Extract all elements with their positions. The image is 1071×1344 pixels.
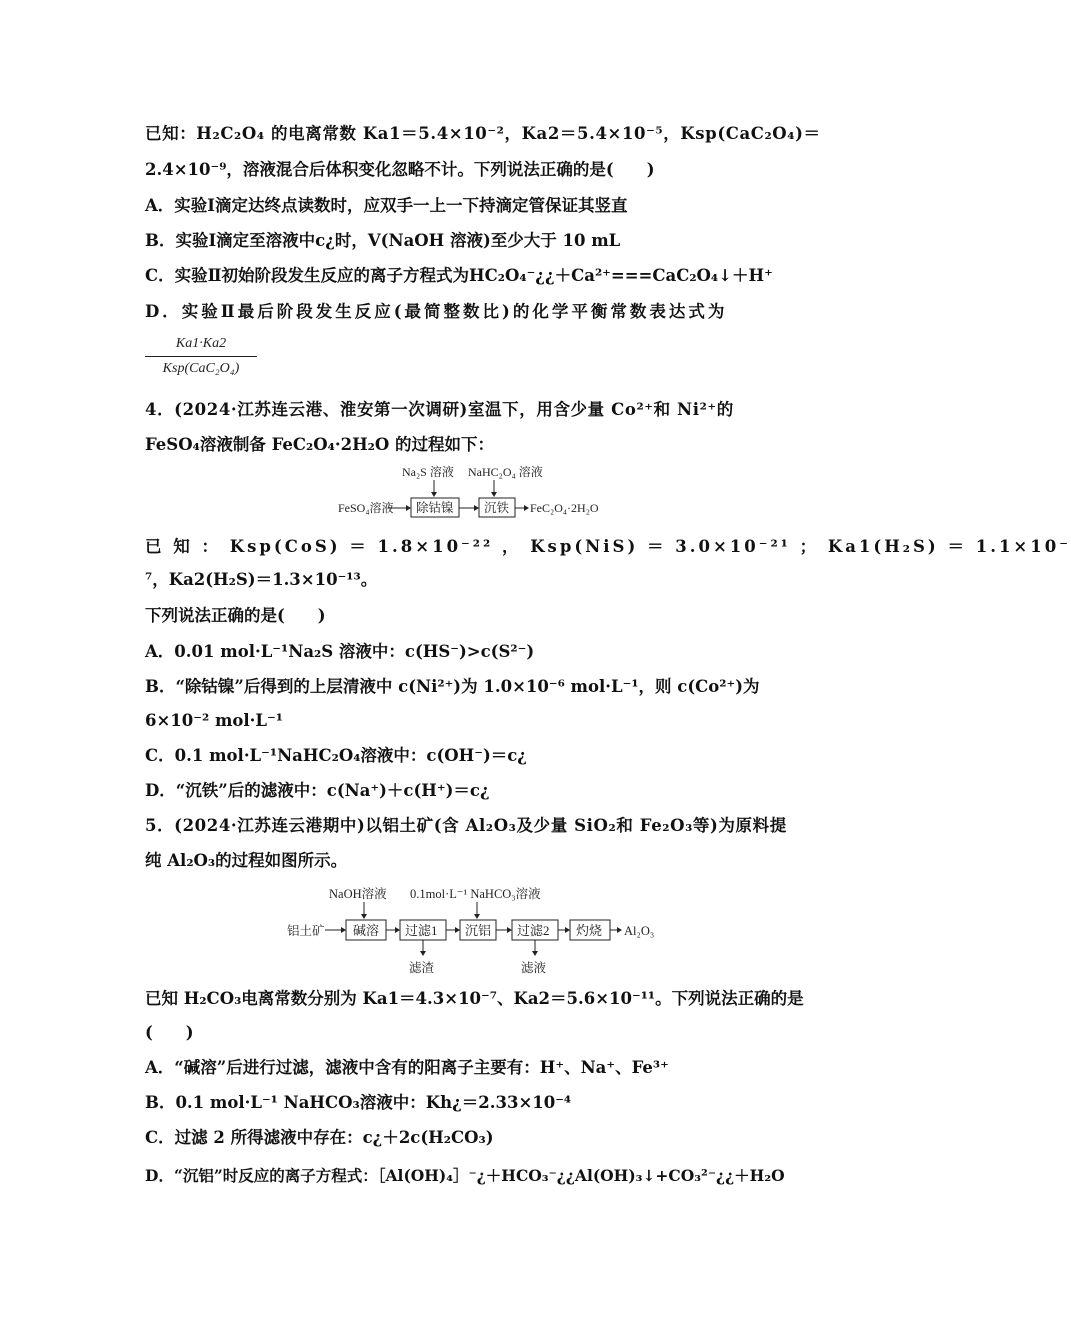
q4-option-b-line-1: B．“除钴镍”后得到的上层清液中 c(Ni²⁺)为 1.0×10⁻⁶ mol·L⁻¹，则 c(Co²⁺)为 [145, 677, 760, 696]
fraction-bar [145, 356, 257, 357]
q4-question: 下列说法正确的是( ) [145, 606, 326, 625]
flow2-arrowhead-6 [617, 927, 622, 933]
flow2-arrowhead-down-3 [420, 951, 426, 956]
flow1-reagent1: Na₂S 溶液 [402, 465, 454, 479]
flow2-step3: 沉铝 [465, 923, 492, 938]
q3-option-b: B．实验Ⅰ滴定至溶液中c¿时，V(NaOH 溶液)至少大于 10 mL [145, 231, 621, 250]
flow-diagram-alumina [285, 880, 675, 980]
q4-option-b-line-2: 6×10⁻² mol·L⁻¹ [145, 711, 283, 730]
q3-option-d: D．实验Ⅱ最后阶段发生反应(最简整数比)的化学平衡常数表达式为 [145, 302, 728, 321]
flow1-start: FeSO₄溶液 [338, 501, 394, 515]
q5-stem-line-2: 纯 Al₂O₃的过程如图所示。 [145, 851, 348, 870]
flow1-arrowhead-3 [524, 505, 529, 511]
flow2-arrowhead-down-4 [532, 951, 538, 956]
flow1-arrowhead-2 [474, 505, 479, 511]
q5-option-d: D．“沉铝”时反应的离子方程式：［Al(OH)₄］⁻¿＋HCO₃⁻¿¿Al(OH)₃↓+CO₃²⁻¿¿＋H₂O [145, 1166, 785, 1185]
flow1-arrowhead-down-2 [491, 492, 497, 497]
q5-option-b: B．0.1 mol·L⁻¹ NaHCO₃溶液中：Kh¿＝2.33×10⁻⁴ [145, 1093, 572, 1112]
flow2-arrowhead-5 [565, 927, 570, 933]
flow1-step2: 沉铁 [484, 501, 510, 515]
flow2-arrowhead-1 [341, 927, 346, 933]
flow2-product: Al₂O₃ [624, 924, 655, 938]
q4-stem-line-2: FeSO₄溶液制备 FeC₂O₄·2H₂O 的过程如下： [145, 435, 494, 454]
flow2-step2: 过滤1 [405, 923, 438, 938]
flow2-step1: 碱溶 [353, 923, 380, 938]
flow2-arrowhead-down-2 [474, 914, 480, 919]
q3-option-a: A．实验Ⅰ滴定达终点读数时，应双手一上一下持滴定管保证其竖直 [145, 196, 628, 215]
flow2-arrowhead-4 [507, 927, 512, 933]
flow2-waste2: 滤液 [521, 961, 547, 975]
q4-option-a: A．0.01 mol·L⁻¹Na₂S 溶液中：c(HS⁻)>c(S²⁻) [145, 642, 535, 661]
flow2-start: 铝土矿 [287, 924, 325, 938]
flow2-step5: 灼烧 [576, 923, 603, 938]
q4-stem-line-1: 4．(2024·江苏连云港、淮安第一次调研)室温下，用含少量 Co²⁺和 Ni²⁺的 [145, 400, 734, 419]
flow1-arrowhead-down-1 [431, 492, 437, 497]
flow2-reagent1: NaOH溶液 [329, 887, 387, 901]
q3-option-c: C．实验Ⅱ初始阶段发生反应的离子方程式为HC₂O₄⁻¿¿＋Ca²⁺===CaC₂O₄↓＋H⁺ [145, 266, 773, 285]
q4-known-line-2: ⁷，Ka2(H₂S)＝1.3×10⁻¹³。 [145, 570, 378, 589]
q5-option-c: C．过滤 2 所得滤液中存在：c¿＋2c(H₂CO₃) [145, 1128, 494, 1147]
q5-known-line-1: 已知 H₂CO₃电离常数分别为 Ka1＝4.3×10⁻⁷、Ka2＝5.6×10⁻¹¹。下列说法正确的是 [145, 989, 804, 1008]
flow2-waste1: 滤渣 [409, 961, 435, 975]
q3-known-line-2: 2.4×10⁻⁹，溶液混合后体积变化忽略不计。下列说法正确的是( ) [145, 160, 655, 179]
q5-stem-line-1: 5．(2024·江苏连云港期中)以铝土矿(含 Al₂O₃及少量 SiO₂和 Fe₂O₃等)为原料提 [145, 816, 787, 835]
q4-known-line-1: 已 知 ： Ksp(CoS) ＝ 1.8×10⁻²² ， Ksp(NiS) ＝ 3.0×10⁻²¹ ； Ka1(H₂S) ＝ 1.1×10⁻ [145, 537, 1071, 556]
flow1-reagent2: NaHC₂O₄ 溶液 [468, 465, 543, 479]
q3-known-line-1: 已知：H₂C₂O₄ 的电离常数 Ka1＝5.4×10⁻²，Ka2＝5.4×10⁻⁵，Ksp(CaC₂O₄)＝ [145, 124, 821, 143]
q5-known-line-2: ( ) [145, 1023, 194, 1042]
fraction-denominator: Ksp(CaC₂O₄) [162, 361, 240, 376]
flow2-arrowhead-3 [455, 927, 460, 933]
q5-option-a: A．“碱溶”后进行过滤，滤液中含有的阳离子主要有：H⁺、Na⁺、Fe³⁺ [145, 1058, 669, 1077]
equilibrium-constant-fraction [145, 334, 257, 379]
q4-option-c: C．0.1 mol·L⁻¹NaHC₂O₄溶液中：c(OH⁻)＝c¿ [145, 746, 527, 765]
flow1-product: FeC₂O₄·2H₂O [530, 501, 599, 515]
flow2-step4: 过滤2 [517, 923, 550, 938]
flow-diagram-feoxalate [330, 462, 630, 524]
flow2-arrowhead-2 [395, 927, 400, 933]
q4-option-d: D．“沉铁”后的滤液中：c(Na⁺)＋c(H⁺)＝c¿ [145, 781, 490, 800]
fraction-numerator: Ka1·Ka2 [175, 336, 227, 351]
flow2-reagent2: 0.1mol·L⁻¹ NaHCO₃溶液 [410, 887, 541, 901]
flow1-step1: 除钴镍 [416, 501, 454, 515]
flow1-arrowhead-1 [406, 505, 411, 511]
flow2-arrowhead-down-1 [361, 914, 367, 919]
